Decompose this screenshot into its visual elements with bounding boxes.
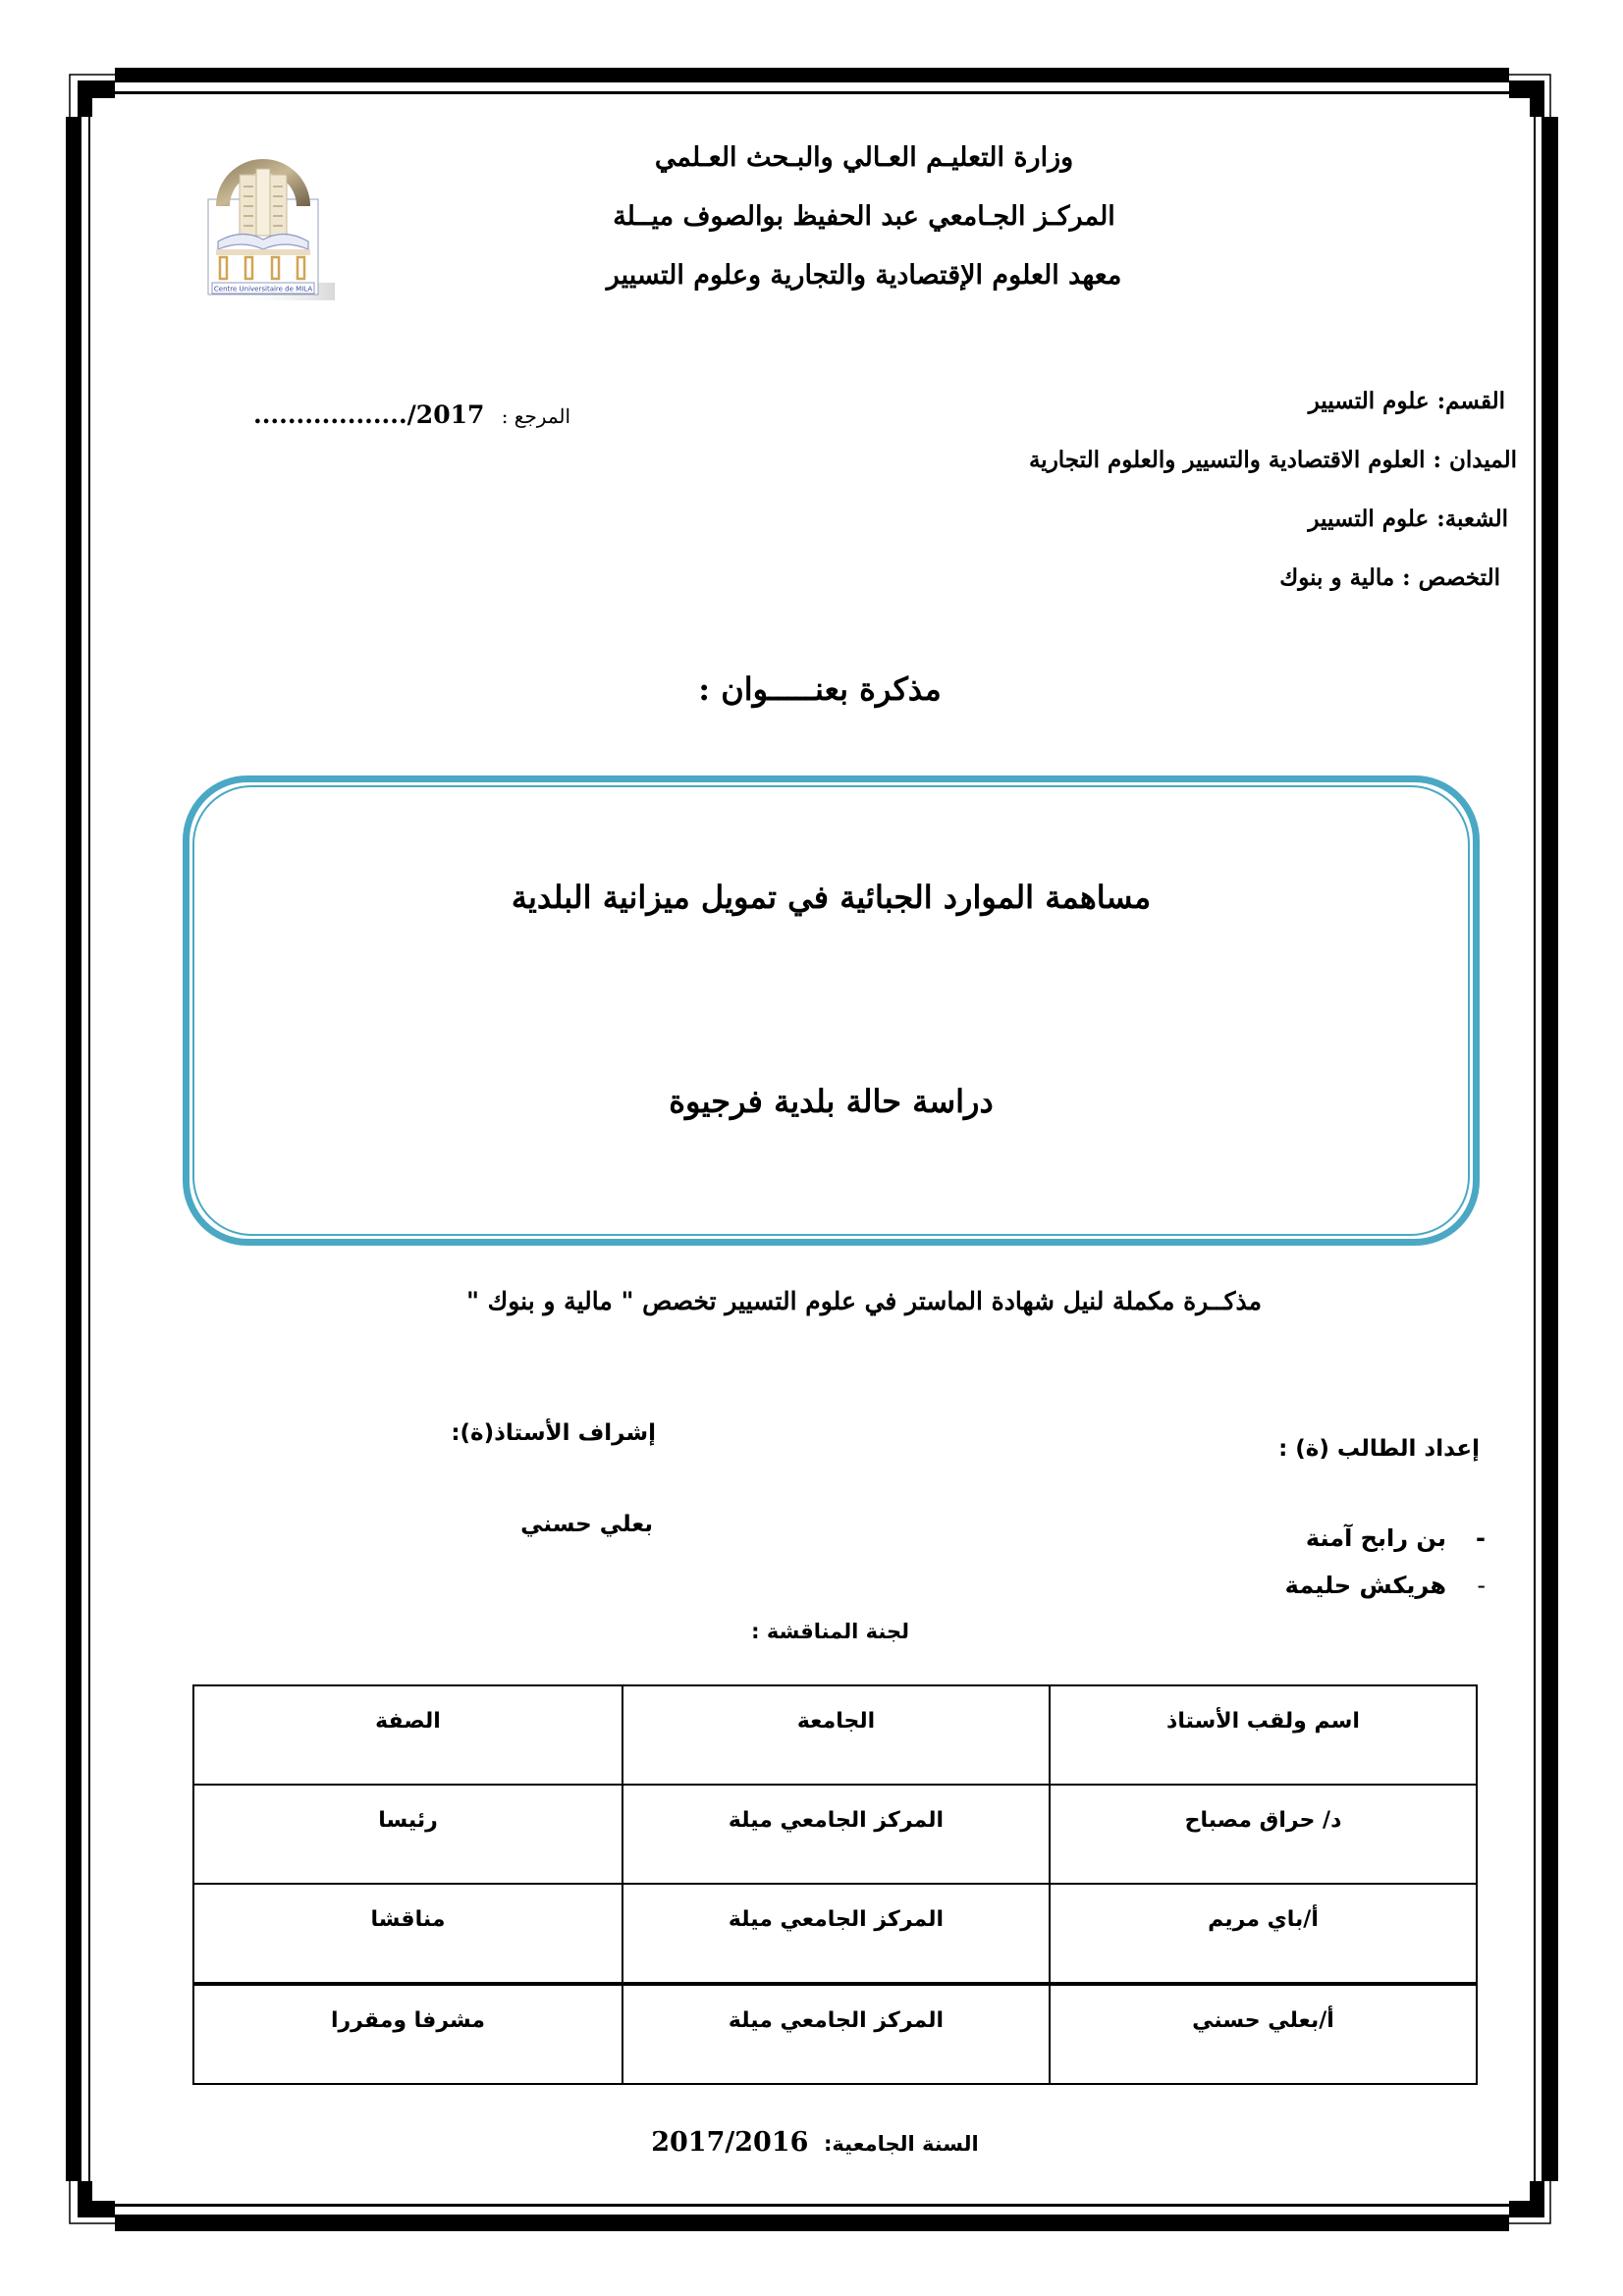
table-header-row — [193, 1685, 1477, 1785]
title-box-inner-border — [192, 785, 1470, 1236]
supervisor-label: إشراف الأستاذ(ة): — [451, 1420, 656, 1446]
ministry-name: وزارة التعليـم العـالي والبـحث العـلمي — [654, 142, 1074, 173]
committee-table — [192, 1684, 1478, 2085]
case-study-title: دراسة حالة بلدية فرجيوة — [669, 1083, 994, 1120]
title-box — [183, 775, 1480, 1246]
table-header-cell: الجامعة — [622, 1685, 1050, 1785]
university-logo — [202, 145, 340, 307]
reference-value: ................../2017 — [253, 400, 485, 429]
students-label: إعداد الطالب (ة) : — [1278, 1436, 1480, 1462]
student-bullet: - — [1476, 1524, 1486, 1552]
table-cell: أ/بعلي حسني — [1050, 1984, 1477, 2084]
reference-label: المرجع : — [501, 404, 571, 428]
table-cell: المركز الجامعي ميلة — [622, 1984, 1050, 2084]
table-cell: مشرفا ومقررا — [193, 1984, 622, 2084]
table-row — [193, 1884, 1477, 1984]
institute-name: معهد العلوم الإقتصادية والتجارية وعلوم التسيير — [606, 260, 1122, 291]
frame-corner-top-left — [78, 80, 115, 117]
frame-top-thick — [115, 68, 1509, 82]
table-cell: المركز الجامعي ميلة — [622, 1884, 1050, 1984]
academic-year-value: 2017/2016 — [651, 2127, 809, 2158]
academic-year-label: السنة الجامعية: — [824, 2132, 979, 2156]
frame-corner-bottom-right — [1509, 2181, 1544, 2217]
table-row — [193, 1785, 1477, 1884]
frame-left-thin — [88, 117, 90, 2181]
student-name-text: هريكش حليمة — [1284, 1572, 1446, 1599]
table-cell: د/ حراق مصباح — [1050, 1785, 1477, 1884]
table-header-cell: الصفة — [193, 1685, 622, 1785]
frame-corner-bottom-left — [78, 2181, 115, 2217]
field-line: الميدان : العلوم الاقتصادية والتسيير والعلوم التجارية — [1028, 447, 1517, 473]
branch-line: الشعبة: علوم التسيير — [1308, 506, 1508, 532]
thesis-title: مساهمة الموارد الجبائية في تمويل ميزانية البلدية — [511, 879, 1152, 916]
table-cell: مناقشا — [193, 1884, 622, 1984]
table-cell: المركز الجامعي ميلة — [622, 1785, 1050, 1884]
degree-subtitle: مذكــرة مكملة لنيل شهادة الماستر في علوم التسيير تخصص " مالية و بنوك " — [465, 1287, 1263, 1315]
frame-right-thin — [1534, 117, 1536, 2181]
department-line: القسم: علوم التسيير — [1308, 388, 1505, 414]
supervisor-name: بعلي حسني — [520, 1512, 653, 1537]
academic-year — [530, 2123, 1100, 2163]
table-row — [193, 1984, 1477, 2084]
reference-number — [253, 398, 570, 434]
table-header-cell: اسم ولقب الأستاذ — [1050, 1685, 1477, 1785]
frame-bottom-thick — [115, 2215, 1509, 2231]
student-name — [1284, 1568, 1486, 1603]
frame-corner-top-right — [1509, 80, 1544, 117]
frame-bottom-thin — [115, 2204, 1509, 2207]
frame-top-thin — [115, 91, 1509, 94]
frame-right-thick — [1542, 117, 1558, 2181]
memo-heading: مذكرة بعنـــــوان : — [698, 670, 942, 708]
committee-label: لجنة المناقشة : — [751, 1620, 909, 1643]
student-name — [1305, 1521, 1486, 1556]
table-cell: رئيسا — [193, 1785, 622, 1884]
svg-text:Centre Universitaire de MILA: Centre Universitaire de MILA — [213, 285, 313, 294]
table-cell: أ/باي مريم — [1050, 1884, 1477, 1984]
student-bullet: - — [1477, 1572, 1486, 1599]
student-name-text: بن رابح آمنة — [1305, 1524, 1446, 1552]
university-name: المركـز الجـامعي عبد الحفيظ بوالصوف ميــلة — [613, 201, 1115, 232]
university-logo-icon — [202, 145, 340, 307]
frame-left-thick — [66, 117, 81, 2181]
specialty-line: التخصص : مالية و بنوك — [1279, 564, 1500, 591]
